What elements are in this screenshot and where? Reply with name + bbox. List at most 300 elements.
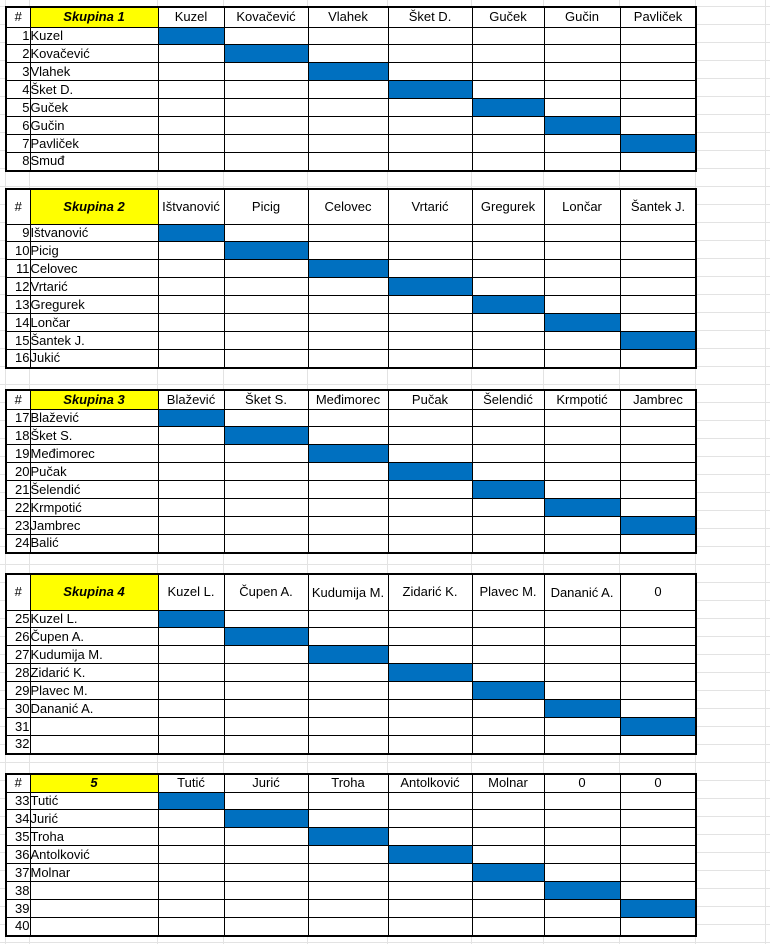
result-cell[interactable] <box>388 63 472 81</box>
row-number-cell[interactable]: 8 <box>6 153 30 171</box>
row-number-cell[interactable]: 14 <box>6 314 30 332</box>
group-title-cell[interactable]: Skupina 3 <box>30 390 158 409</box>
player-name-cell[interactable]: Šantek J. <box>30 332 158 350</box>
diagonal-blocked-cell[interactable] <box>224 242 308 260</box>
result-cell[interactable] <box>620 736 696 754</box>
result-cell[interactable] <box>224 445 308 463</box>
result-cell[interactable] <box>544 481 620 499</box>
player-name-cell[interactable]: Krmpotić <box>30 499 158 517</box>
row-number-cell[interactable]: 19 <box>6 445 30 463</box>
column-header-cell[interactable]: Šelendić <box>472 390 544 409</box>
player-name-cell[interactable]: Tutić <box>30 792 158 810</box>
row-number-cell[interactable]: 12 <box>6 278 30 296</box>
diagonal-blocked-cell[interactable] <box>388 463 472 481</box>
result-cell[interactable] <box>388 646 472 664</box>
player-name-cell[interactable]: Kudumija M. <box>30 646 158 664</box>
result-cell[interactable] <box>472 610 544 628</box>
diagonal-blocked-cell[interactable] <box>472 99 544 117</box>
row-number-cell[interactable]: 31 <box>6 718 30 736</box>
result-cell[interactable] <box>472 646 544 664</box>
row-number-cell[interactable]: 39 <box>6 900 30 918</box>
player-name-cell[interactable]: Celovec <box>30 260 158 278</box>
result-cell[interactable] <box>620 664 696 682</box>
result-cell[interactable] <box>472 278 544 296</box>
player-name-cell[interactable]: Pavliček <box>30 135 158 153</box>
diagonal-blocked-cell[interactable] <box>544 117 620 135</box>
column-header-cell[interactable]: Gučin <box>544 7 620 27</box>
result-cell[interactable] <box>224 350 308 368</box>
player-name-cell[interactable]: Šket D. <box>30 81 158 99</box>
result-cell[interactable] <box>620 117 696 135</box>
result-cell[interactable] <box>308 45 388 63</box>
player-name-cell[interactable]: Gregurek <box>30 296 158 314</box>
diagonal-blocked-cell[interactable] <box>472 296 544 314</box>
diagonal-blocked-cell[interactable] <box>620 135 696 153</box>
player-name-cell[interactable]: Guček <box>30 99 158 117</box>
diagonal-blocked-cell[interactable] <box>544 882 620 900</box>
column-header-cell[interactable]: Molnar <box>472 774 544 792</box>
result-cell[interactable] <box>158 63 224 81</box>
result-cell[interactable] <box>224 499 308 517</box>
result-cell[interactable] <box>308 242 388 260</box>
column-header-cell[interactable]: Celovec <box>308 189 388 224</box>
result-cell[interactable] <box>620 27 696 45</box>
player-name-cell[interactable]: Kuzel L. <box>30 610 158 628</box>
player-name-cell[interactable]: Čupen A. <box>30 628 158 646</box>
result-cell[interactable] <box>388 792 472 810</box>
row-number-cell[interactable]: 32 <box>6 736 30 754</box>
result-cell[interactable] <box>544 224 620 242</box>
diagonal-blocked-cell[interactable] <box>544 314 620 332</box>
row-number-cell[interactable]: 9 <box>6 224 30 242</box>
result-cell[interactable] <box>620 278 696 296</box>
result-cell[interactable] <box>308 864 388 882</box>
row-number-cell[interactable]: 20 <box>6 463 30 481</box>
result-cell[interactable] <box>308 792 388 810</box>
result-cell[interactable] <box>472 427 544 445</box>
result-cell[interactable] <box>388 628 472 646</box>
column-header-cell[interactable]: Jambrec <box>620 390 696 409</box>
player-name-cell[interactable] <box>30 900 158 918</box>
player-name-cell[interactable]: Šket S. <box>30 427 158 445</box>
diagonal-blocked-cell[interactable] <box>158 224 224 242</box>
column-header-cell[interactable]: Plavec M. <box>472 574 544 610</box>
player-name-cell[interactable]: Jambrec <box>30 517 158 535</box>
result-cell[interactable] <box>158 481 224 499</box>
result-cell[interactable] <box>472 810 544 828</box>
result-cell[interactable] <box>472 700 544 718</box>
result-cell[interactable] <box>544 135 620 153</box>
result-cell[interactable] <box>388 718 472 736</box>
result-cell[interactable] <box>224 153 308 171</box>
result-cell[interactable] <box>388 700 472 718</box>
result-cell[interactable] <box>544 792 620 810</box>
hash-header-cell[interactable]: # <box>6 189 30 224</box>
result-cell[interactable] <box>308 736 388 754</box>
result-cell[interactable] <box>308 409 388 427</box>
result-cell[interactable] <box>388 499 472 517</box>
column-header-cell[interactable]: Šket S. <box>224 390 308 409</box>
result-cell[interactable] <box>158 260 224 278</box>
result-cell[interactable] <box>544 99 620 117</box>
diagonal-blocked-cell[interactable] <box>544 700 620 718</box>
column-header-cell[interactable]: Pučak <box>388 390 472 409</box>
row-number-cell[interactable]: 35 <box>6 828 30 846</box>
column-header-cell[interactable]: Blažević <box>158 390 224 409</box>
diagonal-blocked-cell[interactable] <box>620 517 696 535</box>
result-cell[interactable] <box>472 828 544 846</box>
row-number-cell[interactable]: 10 <box>6 242 30 260</box>
diagonal-blocked-cell[interactable] <box>472 682 544 700</box>
result-cell[interactable] <box>472 792 544 810</box>
result-cell[interactable] <box>388 242 472 260</box>
player-name-cell[interactable]: Gučin <box>30 117 158 135</box>
result-cell[interactable] <box>158 810 224 828</box>
result-cell[interactable] <box>544 63 620 81</box>
diagonal-blocked-cell[interactable] <box>308 828 388 846</box>
result-cell[interactable] <box>158 278 224 296</box>
result-cell[interactable] <box>472 332 544 350</box>
result-cell[interactable] <box>544 350 620 368</box>
result-cell[interactable] <box>544 81 620 99</box>
result-cell[interactable] <box>544 332 620 350</box>
player-name-cell[interactable]: Vrtarić <box>30 278 158 296</box>
result-cell[interactable] <box>544 278 620 296</box>
result-cell[interactable] <box>224 81 308 99</box>
row-number-cell[interactable]: 11 <box>6 260 30 278</box>
result-cell[interactable] <box>544 664 620 682</box>
column-header-cell[interactable]: Čupen A. <box>224 574 308 610</box>
result-cell[interactable] <box>308 610 388 628</box>
result-cell[interactable] <box>472 918 544 936</box>
result-cell[interactable] <box>224 682 308 700</box>
result-cell[interactable] <box>308 350 388 368</box>
result-cell[interactable] <box>158 918 224 936</box>
result-cell[interactable] <box>308 810 388 828</box>
result-cell[interactable] <box>308 27 388 45</box>
result-cell[interactable] <box>224 481 308 499</box>
row-number-cell[interactable]: 21 <box>6 481 30 499</box>
result-cell[interactable] <box>308 718 388 736</box>
row-number-cell[interactable]: 37 <box>6 864 30 882</box>
column-header-cell[interactable]: Vrtarić <box>388 189 472 224</box>
result-cell[interactable] <box>308 499 388 517</box>
column-header-cell[interactable]: Troha <box>308 774 388 792</box>
result-cell[interactable] <box>472 445 544 463</box>
result-cell[interactable] <box>158 117 224 135</box>
row-number-cell[interactable]: 15 <box>6 332 30 350</box>
column-header-cell[interactable]: Kuzel L. <box>158 574 224 610</box>
result-cell[interactable] <box>308 224 388 242</box>
result-cell[interactable] <box>388 260 472 278</box>
column-header-cell[interactable]: Jurić <box>224 774 308 792</box>
result-cell[interactable] <box>544 517 620 535</box>
diagonal-blocked-cell[interactable] <box>224 628 308 646</box>
player-name-cell[interactable]: Dananić A. <box>30 700 158 718</box>
result-cell[interactable] <box>620 918 696 936</box>
result-cell[interactable] <box>472 242 544 260</box>
result-cell[interactable] <box>158 296 224 314</box>
row-number-cell[interactable]: 5 <box>6 99 30 117</box>
row-number-cell[interactable]: 30 <box>6 700 30 718</box>
hash-header-cell[interactable]: # <box>6 774 30 792</box>
result-cell[interactable] <box>388 828 472 846</box>
diagonal-blocked-cell[interactable] <box>388 846 472 864</box>
column-header-cell[interactable]: Šket D. <box>388 7 472 27</box>
diagonal-blocked-cell[interactable] <box>544 499 620 517</box>
result-cell[interactable] <box>308 332 388 350</box>
result-cell[interactable] <box>620 628 696 646</box>
row-number-cell[interactable]: 18 <box>6 427 30 445</box>
result-cell[interactable] <box>620 445 696 463</box>
diagonal-blocked-cell[interactable] <box>224 45 308 63</box>
row-number-cell[interactable]: 17 <box>6 409 30 427</box>
result-cell[interactable] <box>472 628 544 646</box>
diagonal-blocked-cell[interactable] <box>308 445 388 463</box>
result-cell[interactable] <box>388 864 472 882</box>
result-cell[interactable] <box>308 427 388 445</box>
result-cell[interactable] <box>620 499 696 517</box>
row-number-cell[interactable]: 23 <box>6 517 30 535</box>
result-cell[interactable] <box>620 846 696 864</box>
result-cell[interactable] <box>388 296 472 314</box>
result-cell[interactable] <box>158 646 224 664</box>
player-name-cell[interactable]: Šelendić <box>30 481 158 499</box>
diagonal-blocked-cell[interactable] <box>388 664 472 682</box>
result-cell[interactable] <box>308 846 388 864</box>
column-header-cell[interactable]: Zidarić K. <box>388 574 472 610</box>
column-header-cell[interactable]: 0 <box>620 774 696 792</box>
result-cell[interactable] <box>388 900 472 918</box>
result-cell[interactable] <box>388 117 472 135</box>
result-cell[interactable] <box>224 117 308 135</box>
result-cell[interactable] <box>544 153 620 171</box>
result-cell[interactable] <box>544 846 620 864</box>
group-title-cell[interactable]: Skupina 1 <box>30 7 158 27</box>
result-cell[interactable] <box>472 350 544 368</box>
column-header-cell[interactable]: Kovačević <box>224 7 308 27</box>
diagonal-blocked-cell[interactable] <box>158 27 224 45</box>
result-cell[interactable] <box>158 99 224 117</box>
result-cell[interactable] <box>472 664 544 682</box>
result-cell[interactable] <box>388 445 472 463</box>
player-name-cell[interactable]: Plavec M. <box>30 682 158 700</box>
player-name-cell[interactable]: Lončar <box>30 314 158 332</box>
row-number-cell[interactable]: 27 <box>6 646 30 664</box>
result-cell[interactable] <box>620 792 696 810</box>
row-number-cell[interactable]: 13 <box>6 296 30 314</box>
column-header-cell[interactable]: Kudumija M. <box>308 574 388 610</box>
column-header-cell[interactable]: Kuzel <box>158 7 224 27</box>
result-cell[interactable] <box>620 463 696 481</box>
result-cell[interactable] <box>158 864 224 882</box>
result-cell[interactable] <box>308 628 388 646</box>
result-cell[interactable] <box>308 664 388 682</box>
result-cell[interactable] <box>472 517 544 535</box>
result-cell[interactable] <box>620 314 696 332</box>
result-cell[interactable] <box>544 260 620 278</box>
diagonal-blocked-cell[interactable] <box>620 718 696 736</box>
result-cell[interactable] <box>224 718 308 736</box>
result-cell[interactable] <box>158 445 224 463</box>
result-cell[interactable] <box>224 135 308 153</box>
hash-header-cell[interactable]: # <box>6 7 30 27</box>
player-name-cell[interactable]: Jurić <box>30 810 158 828</box>
row-number-cell[interactable]: 22 <box>6 499 30 517</box>
result-cell[interactable] <box>158 499 224 517</box>
diagonal-blocked-cell[interactable] <box>158 610 224 628</box>
result-cell[interactable] <box>388 135 472 153</box>
result-cell[interactable] <box>544 27 620 45</box>
result-cell[interactable] <box>158 628 224 646</box>
row-number-cell[interactable]: 36 <box>6 846 30 864</box>
result-cell[interactable] <box>308 700 388 718</box>
result-cell[interactable] <box>620 63 696 81</box>
result-cell[interactable] <box>308 900 388 918</box>
result-cell[interactable] <box>224 792 308 810</box>
row-number-cell[interactable]: 29 <box>6 682 30 700</box>
result-cell[interactable] <box>472 117 544 135</box>
result-cell[interactable] <box>388 810 472 828</box>
column-header-cell[interactable]: 0 <box>620 574 696 610</box>
row-number-cell[interactable]: 26 <box>6 628 30 646</box>
result-cell[interactable] <box>472 314 544 332</box>
result-cell[interactable] <box>224 700 308 718</box>
result-cell[interactable] <box>472 260 544 278</box>
group-title-cell[interactable]: 5 <box>30 774 158 792</box>
row-number-cell[interactable]: 25 <box>6 610 30 628</box>
result-cell[interactable] <box>620 682 696 700</box>
result-cell[interactable] <box>472 153 544 171</box>
row-number-cell[interactable]: 16 <box>6 350 30 368</box>
result-cell[interactable] <box>388 409 472 427</box>
diagonal-blocked-cell[interactable] <box>224 810 308 828</box>
result-cell[interactable] <box>472 45 544 63</box>
column-header-cell[interactable]: Pavliček <box>620 7 696 27</box>
result-cell[interactable] <box>544 535 620 553</box>
result-cell[interactable] <box>544 828 620 846</box>
result-cell[interactable] <box>224 224 308 242</box>
result-cell[interactable] <box>224 409 308 427</box>
result-cell[interactable] <box>308 314 388 332</box>
result-cell[interactable] <box>388 153 472 171</box>
result-cell[interactable] <box>544 242 620 260</box>
result-cell[interactable] <box>224 278 308 296</box>
row-number-cell[interactable]: 2 <box>6 45 30 63</box>
result-cell[interactable] <box>388 918 472 936</box>
result-cell[interactable] <box>544 610 620 628</box>
result-cell[interactable] <box>472 736 544 754</box>
result-cell[interactable] <box>224 463 308 481</box>
result-cell[interactable] <box>620 828 696 846</box>
result-cell[interactable] <box>388 45 472 63</box>
result-cell[interactable] <box>620 409 696 427</box>
result-cell[interactable] <box>620 224 696 242</box>
group-title-cell[interactable]: Skupina 4 <box>30 574 158 610</box>
result-cell[interactable] <box>620 296 696 314</box>
column-header-cell[interactable]: Krmpotić <box>544 390 620 409</box>
result-cell[interactable] <box>158 900 224 918</box>
result-cell[interactable] <box>388 314 472 332</box>
row-number-cell[interactable]: 38 <box>6 882 30 900</box>
result-cell[interactable] <box>472 463 544 481</box>
result-cell[interactable] <box>224 63 308 81</box>
result-cell[interactable] <box>158 846 224 864</box>
player-name-cell[interactable]: Blažević <box>30 409 158 427</box>
player-name-cell[interactable]: Kovačević <box>30 45 158 63</box>
result-cell[interactable] <box>620 153 696 171</box>
result-cell[interactable] <box>308 296 388 314</box>
column-header-cell[interactable]: Šantek J. <box>620 189 696 224</box>
result-cell[interactable] <box>544 718 620 736</box>
player-name-cell[interactable]: Molnar <box>30 864 158 882</box>
result-cell[interactable] <box>158 535 224 553</box>
result-cell[interactable] <box>472 224 544 242</box>
result-cell[interactable] <box>224 296 308 314</box>
column-header-cell[interactable]: Gregurek <box>472 189 544 224</box>
result-cell[interactable] <box>224 864 308 882</box>
column-header-cell[interactable]: Antolković <box>388 774 472 792</box>
result-cell[interactable] <box>620 45 696 63</box>
result-cell[interactable] <box>620 260 696 278</box>
result-cell[interactable] <box>158 463 224 481</box>
result-cell[interactable] <box>158 332 224 350</box>
result-cell[interactable] <box>224 27 308 45</box>
result-cell[interactable] <box>308 481 388 499</box>
result-cell[interactable] <box>158 45 224 63</box>
result-cell[interactable] <box>224 314 308 332</box>
result-cell[interactable] <box>388 517 472 535</box>
result-cell[interactable] <box>158 81 224 99</box>
player-name-cell[interactable]: Ištvanović <box>30 224 158 242</box>
column-header-cell[interactable]: 0 <box>544 774 620 792</box>
row-number-cell[interactable]: 4 <box>6 81 30 99</box>
result-cell[interactable] <box>158 700 224 718</box>
column-header-cell[interactable]: Lončar <box>544 189 620 224</box>
result-cell[interactable] <box>158 153 224 171</box>
result-cell[interactable] <box>388 736 472 754</box>
player-name-cell[interactable]: Kuzel <box>30 27 158 45</box>
player-name-cell[interactable]: Balić <box>30 535 158 553</box>
result-cell[interactable] <box>620 481 696 499</box>
result-cell[interactable] <box>620 535 696 553</box>
result-cell[interactable] <box>544 918 620 936</box>
result-cell[interactable] <box>308 153 388 171</box>
result-cell[interactable] <box>158 828 224 846</box>
diagonal-blocked-cell[interactable] <box>224 427 308 445</box>
result-cell[interactable] <box>472 718 544 736</box>
result-cell[interactable] <box>388 27 472 45</box>
result-cell[interactable] <box>158 882 224 900</box>
result-cell[interactable] <box>620 882 696 900</box>
result-cell[interactable] <box>544 45 620 63</box>
row-number-cell[interactable]: 34 <box>6 810 30 828</box>
result-cell[interactable] <box>388 535 472 553</box>
result-cell[interactable] <box>388 481 472 499</box>
row-number-cell[interactable]: 3 <box>6 63 30 81</box>
row-number-cell[interactable]: 28 <box>6 664 30 682</box>
result-cell[interactable] <box>620 610 696 628</box>
diagonal-blocked-cell[interactable] <box>308 63 388 81</box>
result-cell[interactable] <box>544 864 620 882</box>
diagonal-blocked-cell[interactable] <box>472 864 544 882</box>
result-cell[interactable] <box>224 736 308 754</box>
column-header-cell[interactable]: Guček <box>472 7 544 27</box>
column-header-cell[interactable]: Picig <box>224 189 308 224</box>
player-name-cell[interactable]: Antolković <box>30 846 158 864</box>
result-cell[interactable] <box>308 278 388 296</box>
player-name-cell[interactable]: Smuđ <box>30 153 158 171</box>
